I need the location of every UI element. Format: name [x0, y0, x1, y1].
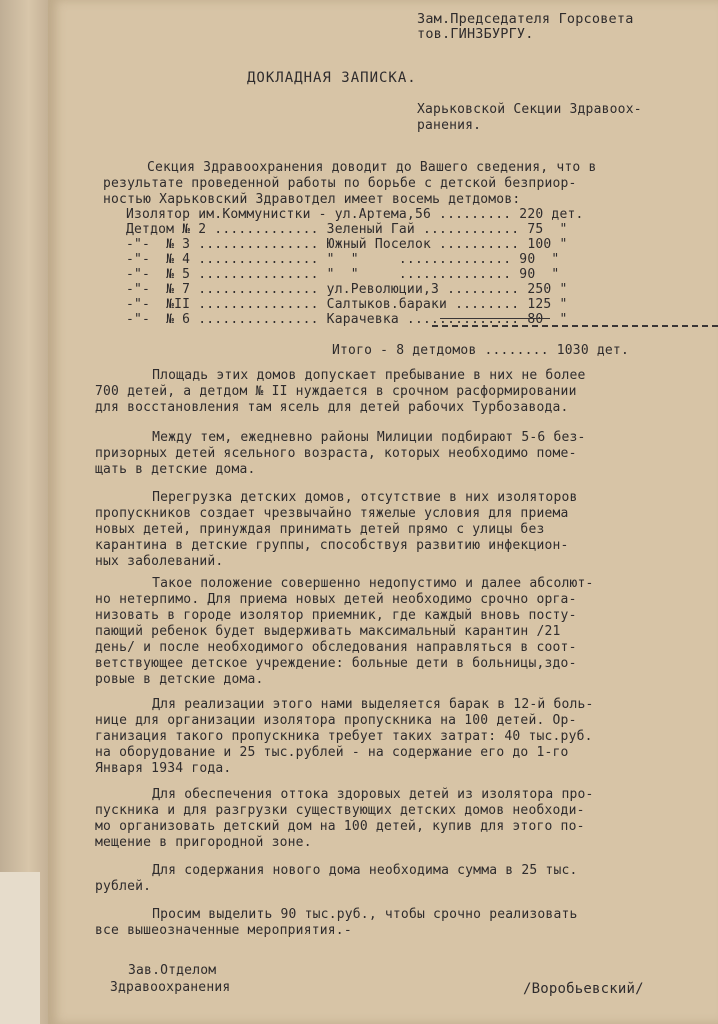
p5-line-4: на оборудование и 25 тыс.рублей - на содержание его до 1-го	[95, 745, 569, 760]
p6-line-1: Для обеспечения оттока здоровых детей из изолятора про-	[120, 787, 594, 802]
p4-line-7: ровые в детские дома.	[95, 672, 264, 687]
table-row-5: -"- № 5 ............... " " .............. 90 "	[126, 267, 560, 282]
p3-line-1: Перегрузка детских домов, отсутствие в них изоляторов	[120, 490, 578, 505]
signature-position-1: Зав.Отделом	[128, 963, 217, 978]
addressee-line-1: Зам.Председателя Горсовета	[417, 11, 634, 27]
from-line-1: Харьковской Секции Здравоох-	[417, 102, 642, 117]
p6-line-3: мо организовать детский дом на 100 детей, купив для этого по-	[95, 819, 585, 834]
signature-position-2: Здравоохранения	[110, 980, 231, 995]
p4-line-2: но нетерпимо. Для приема новых детей необходимо срочно орга-	[95, 592, 577, 607]
table-row-1: Изолятор им.Коммунистки - ул.Артема,56 ......... 220 дет.	[126, 207, 584, 222]
table-row-4: -"- № 4 ............... " " .............. 90 "	[126, 252, 560, 267]
p6-line-4: мещение в пригородной зоне.	[95, 835, 312, 850]
p5-line-5: Января 1934 года.	[95, 761, 232, 776]
p3-line-4: карантина в детские группы, способствуя развитию инфекцион-	[95, 538, 569, 553]
p8-line-2: все вышеозначенные мероприятия.-	[95, 923, 352, 938]
paper-patch	[0, 872, 40, 1024]
p4-line-6: ветствующее детское учреждение: больные дети в больницы,здо-	[95, 656, 577, 671]
p7-line-2: рублей.	[95, 879, 152, 894]
addressee-line-2: тов.ГИНЗБУРГУ.	[417, 26, 534, 42]
p6-line-2: пускника и для разгрузки существующих детских домов необходи-	[95, 803, 585, 818]
p3-line-2: пропускников создает чрезвычайно тяжелые условия для приема	[95, 506, 569, 521]
intro-line-2: результате проведенной работы по борьбе с детской безприор-	[103, 176, 577, 191]
p3-line-3: новых детей, принуждая принимать детей прямо с улицы без	[95, 522, 545, 537]
table-underline	[440, 318, 550, 319]
table-divider	[432, 325, 718, 327]
p3-line-5: ных заболеваний.	[95, 554, 224, 569]
p5-line-3: ганизация такого пропускника требует таких затрат: 40 тыс.руб.	[95, 729, 593, 744]
intro-line-3: ностью Харьковский Здравотдел имеет восемь детдомов:	[103, 192, 521, 207]
p4-line-3: низовать в городе изолятор приемник, где каждый вновь посту-	[95, 608, 577, 623]
p1-line-3: для восстановления там ясель для детей рабочих Турбозавода.	[95, 400, 569, 415]
p8-line-1: Просим выделить 90 тыс.руб., чтобы срочно реализовать	[120, 907, 578, 922]
intro-line-1: Секция Здравоохранения доводит до Вашего сведения, что в	[147, 160, 597, 175]
p5-line-2: нице для организации изолятора пропускника на 100 детей. Ор-	[95, 713, 577, 728]
p2-line-3: щать в детские дома.	[95, 462, 256, 477]
p2-line-1: Между тем, ежедневно районы Милиции подбирают 5-6 без-	[120, 430, 586, 445]
p4-line-1: Такое положение совершенно недопустимо и далее абсолют-	[120, 576, 594, 591]
document-title: ДОКЛАДНАЯ ЗАПИСКА.	[247, 70, 417, 86]
p1-line-1: Площадь этих домов допускает пребывание в них не более	[120, 368, 586, 383]
from-line-2: ранения.	[417, 118, 482, 133]
p2-line-2: призорных детей ясельного возраста, которых необходимо поме-	[95, 446, 577, 461]
p4-line-5: день/ и после необходимого обследования направляться в соот-	[95, 640, 577, 655]
table-row-3: -"- № 3 ............... Южный Поселок .......... 100 "	[126, 237, 568, 252]
p1-line-2: 700 детей, а детдом № II нуждается в срочном расформировании	[95, 384, 577, 399]
table-row-2: Детдом № 2 ............. Зеленый Гай ............ 75 "	[126, 222, 568, 237]
p4-line-4: пающий ребенок будет выдерживать максимальный карантин /21	[95, 624, 561, 639]
table-row-6: -"- № 7 ............... ул.Революции,3 ......... 250 "	[126, 282, 568, 297]
p7-line-1: Для содержания нового дома необходима сумма в 25 тыс.	[120, 863, 578, 878]
table-row-7: -"- №II ............... Салтыков.бараки ........ 125 "	[126, 297, 568, 312]
binding-strip	[0, 0, 49, 1024]
p5-line-1: Для реализации этого нами выделяется барак в 12-й боль-	[120, 697, 594, 712]
table-total: Итого - 8 детдомов ........ 1030 дет.	[332, 343, 629, 358]
signature-name: /Воробьевский/	[523, 981, 644, 997]
table-row-8: -"- № 6 ............... Карачевка .............. 80 "	[126, 312, 568, 327]
